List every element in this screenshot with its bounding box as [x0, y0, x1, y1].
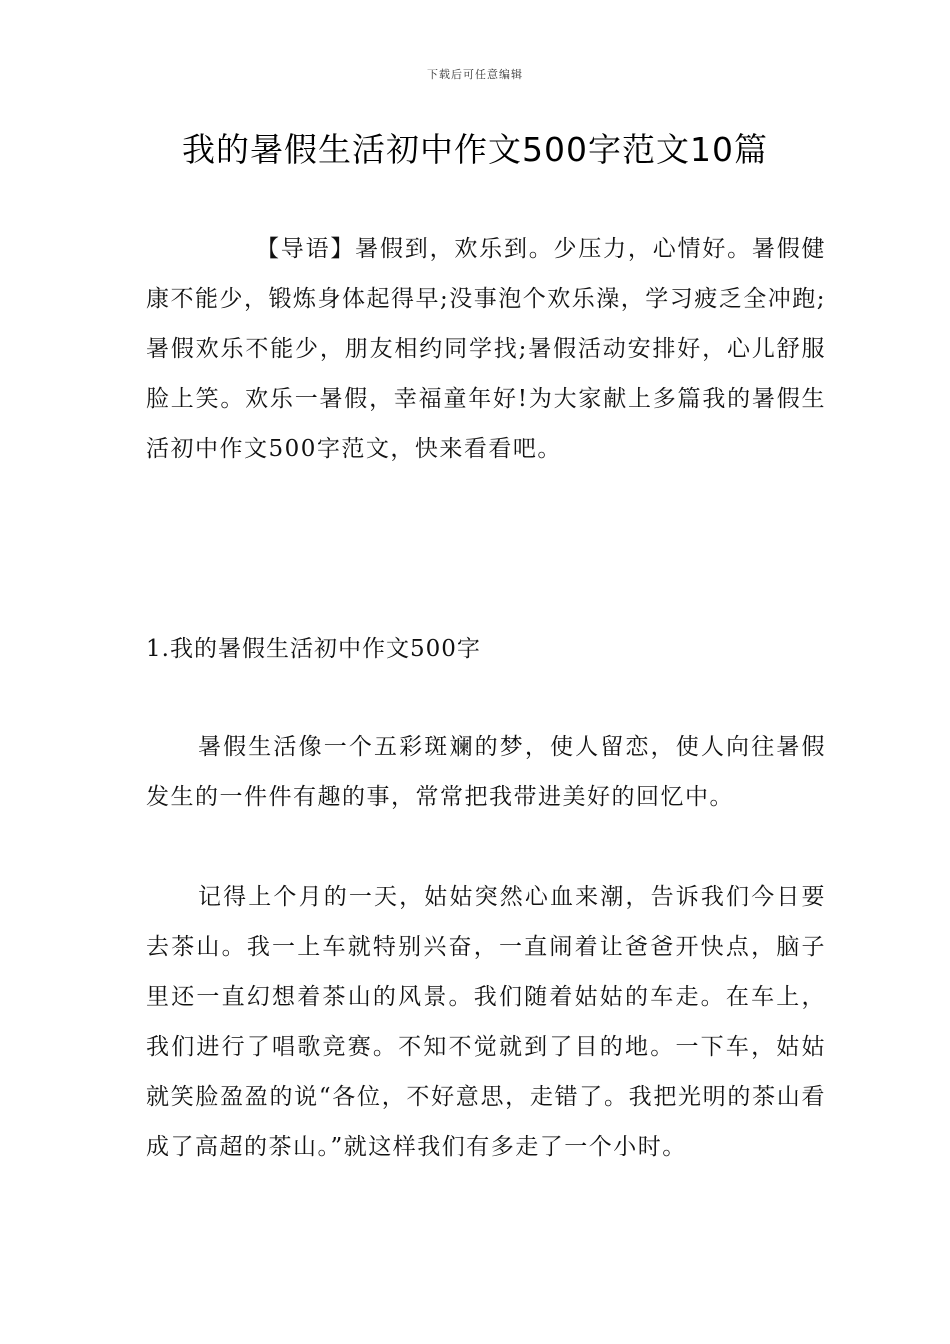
body-paragraph-1: 暑假生活像一个五彩斑斓的梦，使人留恋，使人向往暑假发生的一件件有趣的事，常常把我带进美好的回忆中。: [146, 734, 826, 810]
page-title: 我的暑假生活初中作文500字范文10篇: [182, 130, 768, 169]
body-paragraph-2: 记得上个月的一天，姑姑突然心血来潮，告诉我们今日要去茶山。我一上车就特别兴奋，一直闹着让爸爸开快点，脑子里还一直幻想着茶山的风景。我们随着姑姑的车走。在车上，我们进行了唱歌竞赛。不知不觉就到了目的地。一下车，姑姑就笑脸盈盈的说“各位，不好意思，走错了。我把光明的茶山看成了高超的茶山。”就这样我们有多走了一个小时。: [146, 884, 826, 1160]
intro-paragraph: 【导语】暑假到，欢乐到。少压力，心情好。暑假健康不能少，锻炼身体起得早;没事泡个欢乐澡，学习疲乏全冲跑;暑假欢乐不能少，朋友相约同学找;暑假活动安排好，心儿舒服脸上笑。欢乐一暑假，幸福童年好!为大家献上多篇我的暑假生活初中作文500字范文，快来看看吧。: [146, 236, 826, 462]
header-note: 下载后可任意编辑: [427, 68, 523, 81]
section-heading: 1.我的暑假生活初中作文500字: [146, 636, 481, 662]
